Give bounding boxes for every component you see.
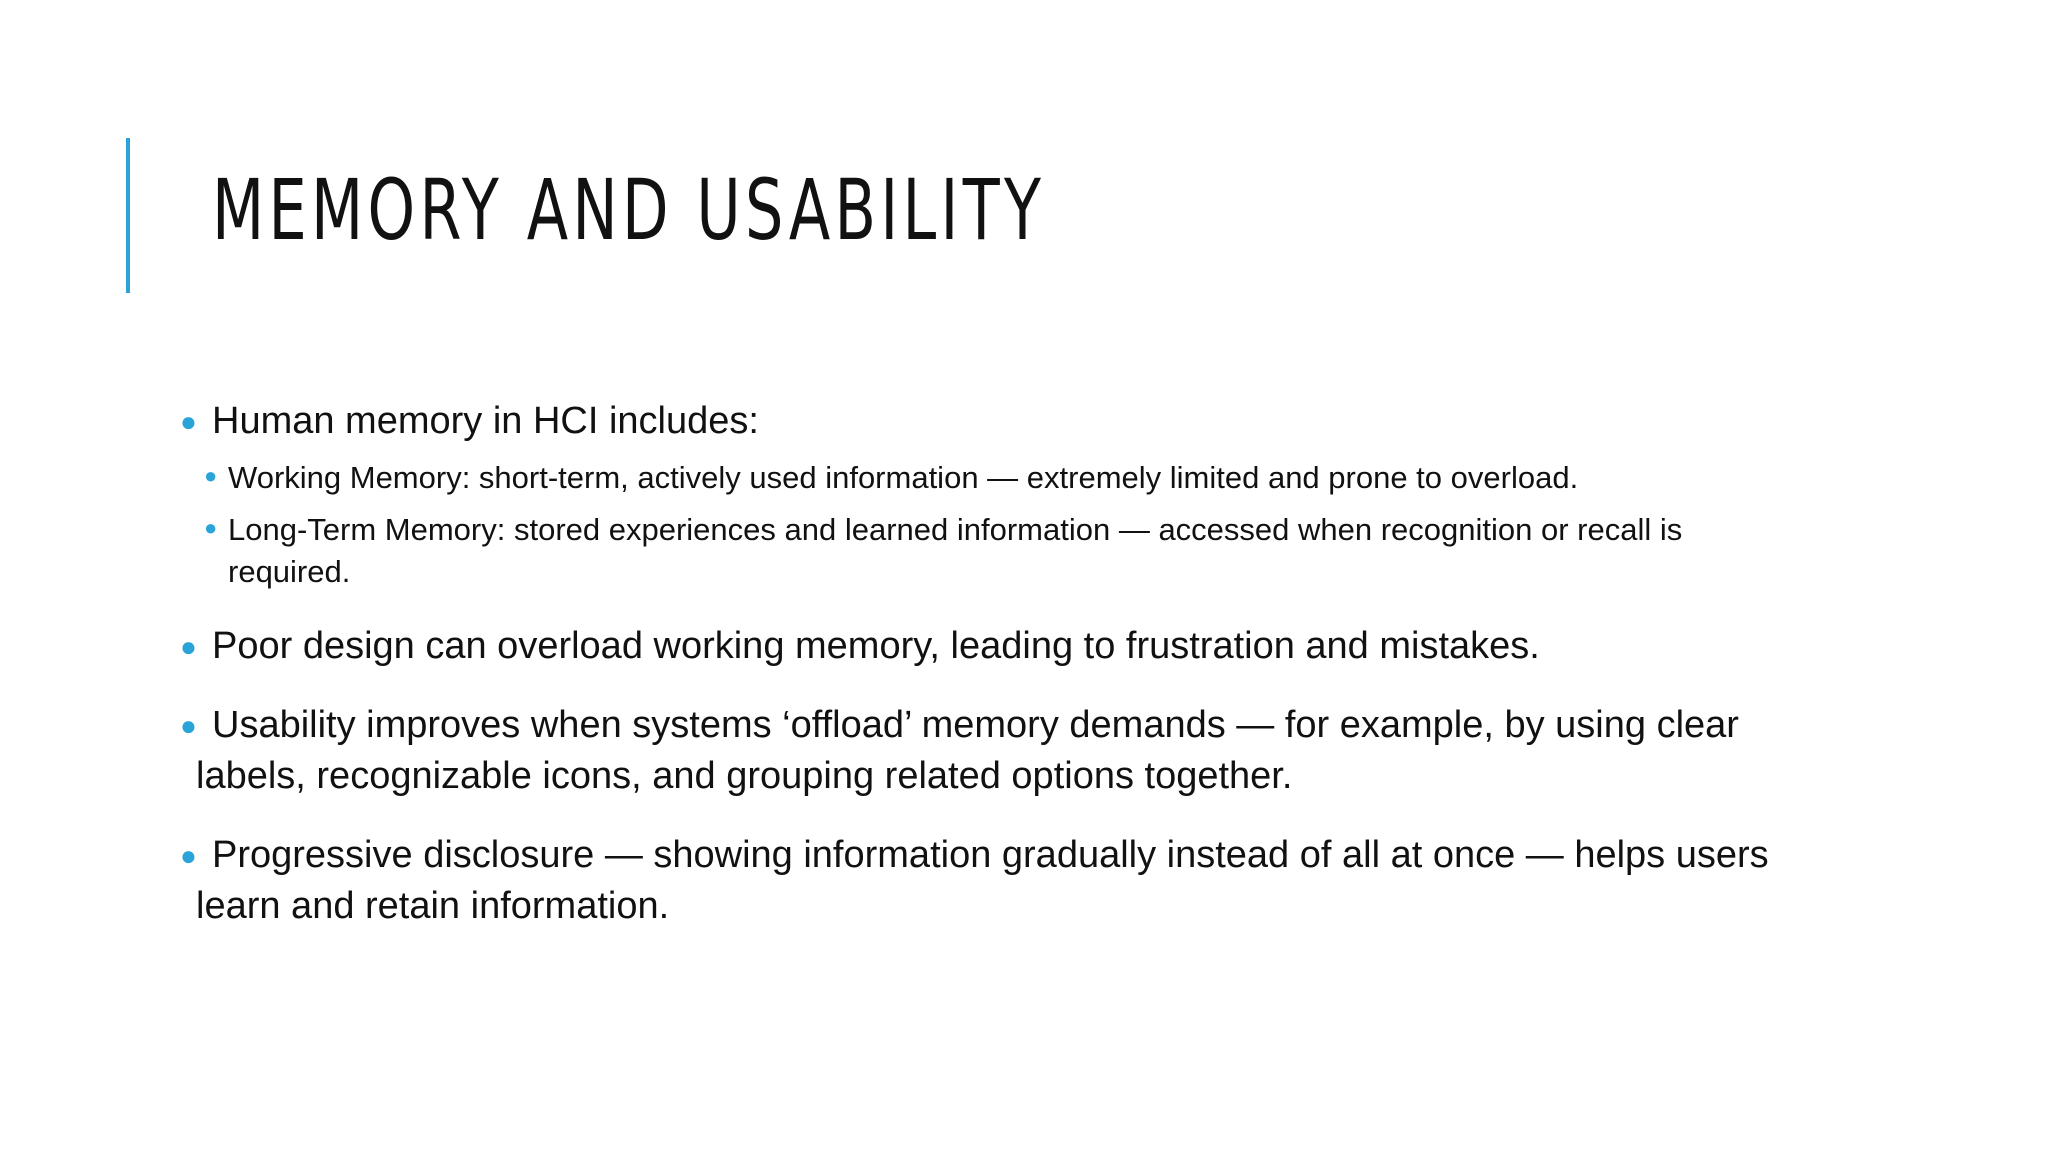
sub-bullet-item [180,457,1800,499]
bullet-text: Poor design can overload working memory, leading to frustration and mistakes. [212,625,1540,667]
bullet-text: Progressive disclosure — showing information gradually instead of all at once — helps users learn and retain information. [196,834,1769,927]
slide-title: MEMORY AND USABILITY [212,161,1046,259]
sub-bullet-text: Working Memory: short-term, actively used information — extremely limited and prone to overload. [228,460,1579,495]
bullet-text: Human memory in HCI includes: [212,400,759,442]
slide-body [180,396,1800,932]
title-accent-bar [126,138,130,293]
bullet-item [180,830,1800,932]
bullet-text: Usability improves when systems ‘offload’ memory demands — for example, by using clear labels, recognizable icons, and grouping related options together. [196,704,1739,797]
bullet-dot-icon: ● [180,406,197,437]
bullet-dot-icon: ● [180,710,197,741]
bullet-dot-icon: ● [204,463,218,488]
bullet-item [180,700,1800,802]
bullet-dot-icon: ● [204,515,218,540]
sub-bullet-text: Long-Term Memory: stored experiences and learned information — accessed when recognition or recall is required. [228,512,1683,589]
bullet-dot-icon: ● [180,631,197,662]
sub-bullet-item [180,509,1800,593]
bullet-item [180,396,1800,447]
bullet-dot-icon: ● [180,840,197,871]
bullet-item [180,621,1800,672]
